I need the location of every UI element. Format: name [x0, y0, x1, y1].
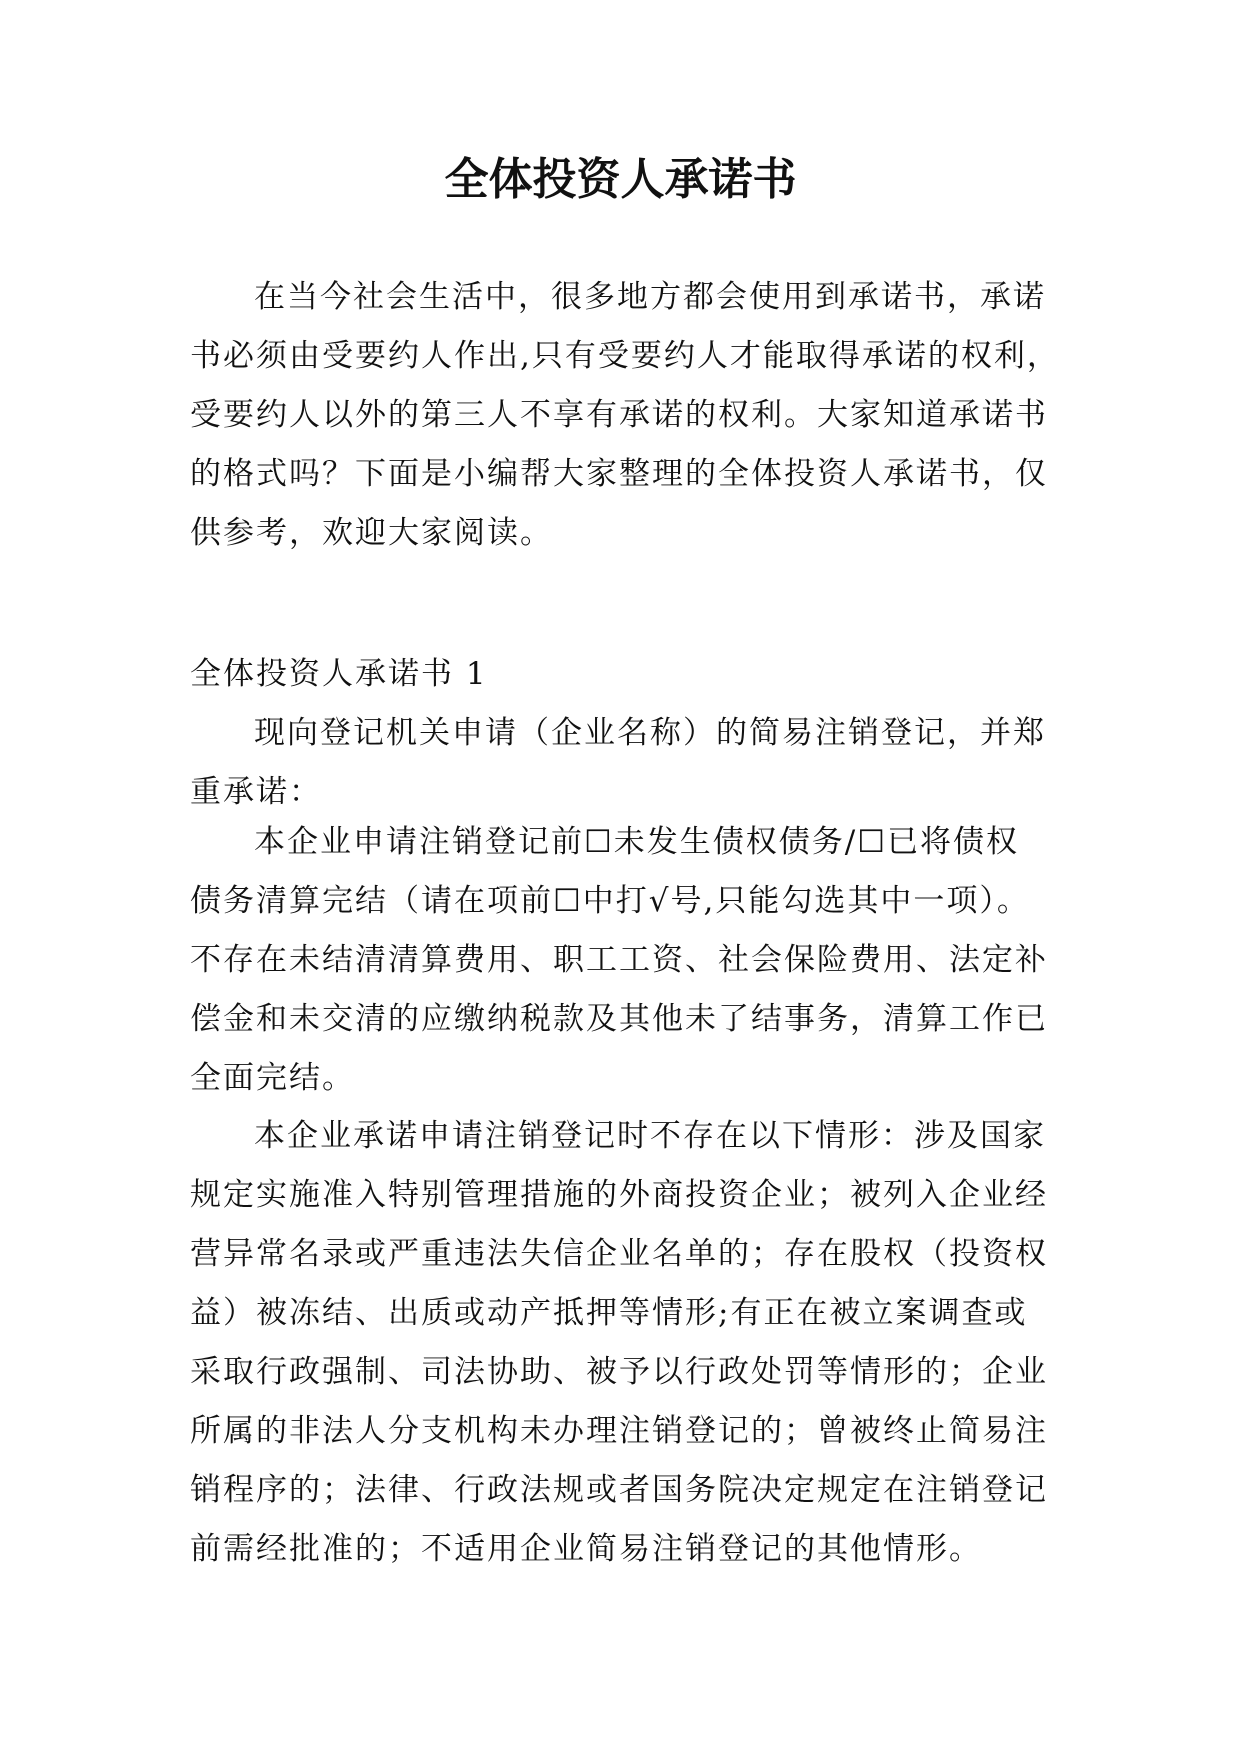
paragraph-line: 重承诺： [190, 774, 322, 810]
paragraph-line: 全面完结。 [190, 1060, 355, 1096]
paragraph-line: 前需经批准的；不适用企业简易注销登记的其他情形。 [190, 1531, 982, 1567]
paragraph-line: 偿金和未交清的应缴纳税款及其他未了结事务，清算工作已 [190, 1001, 1048, 1037]
paragraph-line: 本企业申请注销登记前☐未发生债权债务/☐已将债权 [254, 824, 1020, 860]
intro-line: 的格式吗？下面是小编帮大家整理的全体投资人承诺书，仅 [190, 456, 1048, 492]
intro-paragraph [190, 268, 1060, 563]
paragraph-line: 所属的非法人分支机构未办理注销登记的；曾被终止简易注 [190, 1413, 1048, 1449]
paragraph-debts [190, 813, 1060, 1108]
paragraph-line: 益）被冻结、出质或动产抵押等情形;有正在被立案调查或 [190, 1295, 1028, 1331]
paragraph-line: 销程序的；法律、行政法规或者国务院决定规定在注销登记 [190, 1472, 1048, 1508]
paragraph-line: 规定实施准入特别管理措施的外商投资企业；被列入企业经 [190, 1177, 1048, 1213]
intro-line: 受要约人以外的第三人不享有承诺的权利。大家知道承诺书 [190, 397, 1048, 433]
paragraph-line: 本企业承诺申请注销登记时不存在以下情形：涉及国家 [254, 1118, 1046, 1154]
paragraph-exclusions [190, 1107, 1060, 1579]
paragraph-line: 采取行政强制、司法协助、被予以行政处罚等情形的；企业 [190, 1354, 1048, 1390]
paragraph-line: 现向登记机关申请（企业名称）的简易注销登记，并郑 [254, 715, 1046, 751]
intro-line: 供参考，欢迎大家阅读。 [190, 515, 553, 551]
page-title: 全体投资人承诺书 [444, 154, 797, 205]
intro-line: 在当今社会生活中，很多地方都会使用到承诺书，承诺 [254, 279, 1046, 315]
intro-line: 书必须由受要约人作出,只有受要约人才能取得承诺的权利， [190, 338, 1060, 374]
paragraph-line: 债务清算完结（请在项前☐中打√号,只能勾选其中一项）。 [190, 883, 1030, 919]
paragraph-line: 营异常名录或严重违法失信企业名单的；存在股权（投资权 [190, 1236, 1048, 1272]
paragraph-application [190, 704, 1060, 822]
section-heading: 全体投资人承诺书 1 [190, 656, 488, 692]
paragraph-line: 不存在未结清清算费用、职工工资、社会保险费用、法定补 [190, 942, 1048, 978]
section-heading-block [190, 645, 1060, 704]
